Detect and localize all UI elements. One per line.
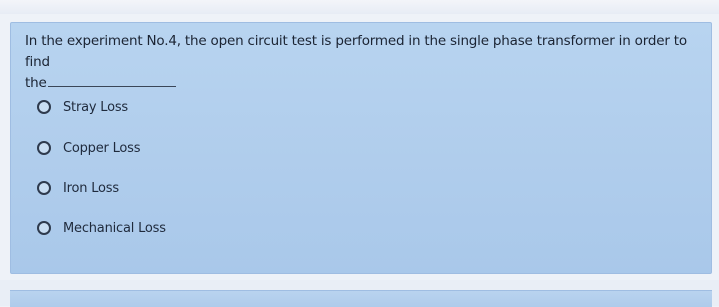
radio-button[interactable] [37,100,51,114]
radio-button[interactable] [37,141,51,155]
question-card [10,22,712,274]
radio-button[interactable] [37,221,51,235]
question-text [25,31,695,94]
next-question-card-edge [10,290,712,307]
radio-button[interactable] [37,181,51,195]
option-stray-loss[interactable] [37,97,128,117]
option-copper-loss[interactable] [37,138,140,158]
question-line-2-prefix: the [25,75,47,91]
answer-blank [48,74,176,87]
top-page-strip [0,0,719,14]
option-label: Stray Loss [63,99,128,115]
option-label: Mechanical Loss [63,220,166,236]
option-label: Copper Loss [63,140,141,156]
question-line-1: In the experiment No.4, the open circuit test is performed in the single phase transformer in order to find [25,33,687,70]
option-label: Iron Loss [63,180,119,196]
option-iron-loss[interactable] [37,178,119,198]
option-mechanical-loss[interactable] [37,218,166,238]
